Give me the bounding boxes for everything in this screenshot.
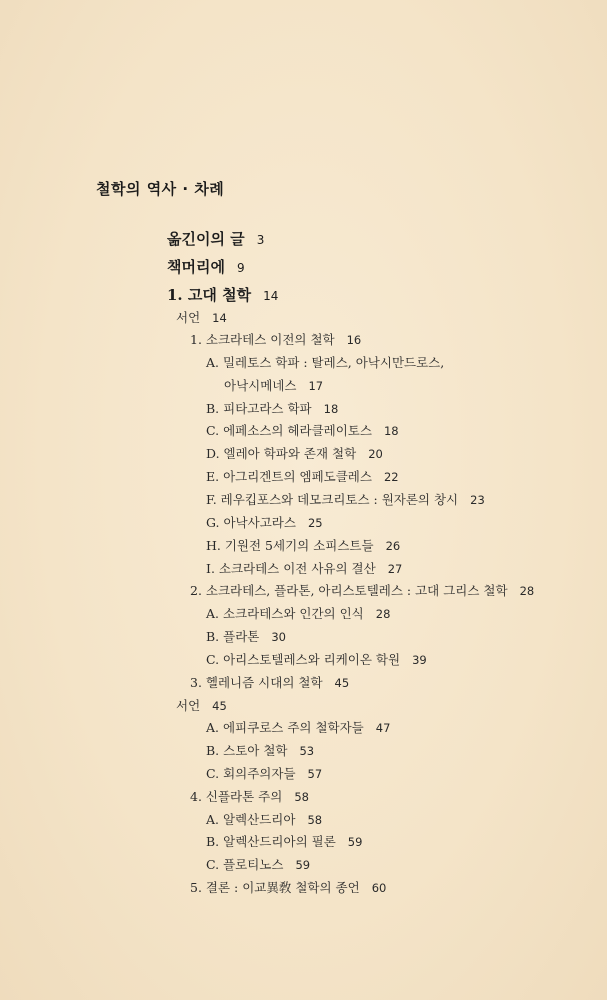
- toc-entry-page: 58: [307, 813, 323, 827]
- toc-entry: [206, 536, 400, 554]
- toc-entry-page: 58: [294, 790, 309, 804]
- toc-entry-page: 17: [308, 379, 324, 393]
- toc-entry-page: 39: [412, 653, 427, 667]
- toc-entry-label: E. 아그리겐트의 엠페도클레스: [206, 469, 372, 484]
- toc-entry: [206, 627, 286, 645]
- toc-entry: [206, 855, 310, 873]
- toc-entry: [206, 718, 390, 736]
- toc-entry-label: 1. 소크라테스 이전의 철학: [190, 332, 335, 347]
- toc-entry: [224, 376, 323, 394]
- toc-entry-label: 1. 고대 철학: [167, 286, 252, 304]
- toc-entry: [176, 696, 227, 714]
- toc-entry-label: F. 레우킵포스와 데모크리토스 : 원자론의 창시: [206, 492, 459, 507]
- toc-entry: [206, 444, 383, 462]
- toc-entry: [206, 604, 390, 622]
- toc-entry: [206, 832, 362, 850]
- toc-entry-page: 59: [347, 835, 363, 849]
- toc-entry: [206, 421, 399, 439]
- toc-entry-page: 25: [307, 516, 323, 530]
- toc-entry: [206, 810, 322, 828]
- toc-entry-page: 18: [383, 424, 399, 438]
- toc-entry: [167, 256, 245, 277]
- toc-entry-label: A. 소크라테스와 인간의 인식: [206, 606, 364, 621]
- toc-entry-label: 옮긴이의 글: [167, 230, 245, 248]
- toc-entry-page: 18: [323, 402, 339, 416]
- toc-entry-label: A. 알렉산드리아: [206, 812, 296, 827]
- toc-entry: [206, 399, 338, 417]
- toc-entry: [206, 513, 323, 531]
- toc-entry-page: 14: [212, 311, 227, 325]
- toc-entry: [176, 308, 227, 326]
- toc-entry-label: B. 알렉산드리아의 필론: [206, 834, 336, 849]
- toc-entry: [190, 787, 309, 805]
- toc-entry-page: 14: [263, 289, 279, 303]
- toc-entry-page: 59: [295, 858, 311, 872]
- toc-entry-label: 4. 신플라톤 주의: [190, 789, 283, 804]
- page-title: 철학의 역사 · 차례: [96, 180, 225, 198]
- toc-entry-label: B. 플라톤: [206, 629, 260, 644]
- toc-entry-page: 16: [346, 333, 362, 347]
- toc-entry: [190, 878, 386, 896]
- toc-entry-label: B. 피타고라스 학파: [206, 401, 312, 416]
- toc-entry-label: H. 기원전 5세기의 소피스트들: [206, 538, 374, 553]
- toc-entry: [206, 741, 314, 759]
- toc-entry-label: A. 밀레토스 학파 : 탈레스, 아낙시만드로스,: [206, 355, 445, 370]
- toc-entry-page: 57: [307, 767, 323, 781]
- toc-entry-page: 53: [299, 744, 315, 758]
- toc-entry-page: 9: [236, 261, 245, 275]
- toc-entry-label: C. 플로티노스: [206, 857, 284, 872]
- toc-entry-label: 책머리에: [167, 258, 225, 276]
- toc-entry-page: 26: [385, 539, 401, 553]
- toc-entry-page: 28: [375, 607, 391, 621]
- toc-entry-label: 5. 결론 : 이교異敎 철학의 종언: [190, 880, 360, 895]
- toc-entry-label: I. 소크라테스 이전 사유의 결산: [206, 561, 376, 576]
- toc-entry: [206, 764, 322, 782]
- toc-entry-page: 45: [212, 699, 227, 713]
- toc-entry-label: C. 회의주의자들: [206, 766, 296, 781]
- toc-entry: [206, 559, 402, 577]
- toc-entry-page: 30: [271, 630, 286, 644]
- toc-entry-label: C. 아리스토텔레스와 리케이온 학원: [206, 652, 401, 667]
- toc-entry-label: B. 스토아 철학: [206, 743, 288, 758]
- toc-entry: [190, 330, 361, 348]
- toc-entry-page: 60: [371, 881, 387, 895]
- toc-entry-label: 3. 헬레니즘 시대의 철학: [190, 675, 323, 690]
- toc-entry: [190, 673, 349, 691]
- toc-entry: [206, 467, 399, 485]
- toc-entry-page: 28: [519, 584, 535, 598]
- toc-entry-page: 3: [256, 233, 265, 247]
- toc-entry: [167, 228, 264, 249]
- toc-entry-page: 20: [368, 447, 383, 461]
- toc-entry: [167, 284, 278, 305]
- toc-entry-page: 22: [383, 470, 399, 484]
- toc-entry-page: 47: [375, 721, 391, 735]
- toc-entry-page: 45: [334, 676, 350, 690]
- toc-entry-label: A. 에피쿠로스 주의 철학자들: [206, 720, 364, 735]
- toc-entry-label: 서언: [176, 310, 201, 325]
- toc-entry-page: 27: [387, 562, 403, 576]
- toc-entry-label: 아낙시메네스: [224, 378, 297, 393]
- toc-entry-page: 23: [470, 493, 485, 507]
- toc-entry: [190, 581, 534, 599]
- toc-entry-label: 2. 소크라테스, 플라톤, 아리스토텔레스 : 고대 그리스 철학: [190, 583, 508, 598]
- toc-entry: [206, 650, 427, 668]
- toc-entry: [206, 490, 485, 508]
- toc-entry: [206, 353, 444, 371]
- toc-entry-label: C. 에페소스의 헤라클레이토스: [206, 423, 372, 438]
- toc-entry-label: G. 아낙사고라스: [206, 515, 296, 530]
- toc-entry-label: 서언: [176, 698, 201, 713]
- toc-entry-label: D. 엘레아 학파와 존재 철학: [206, 446, 357, 461]
